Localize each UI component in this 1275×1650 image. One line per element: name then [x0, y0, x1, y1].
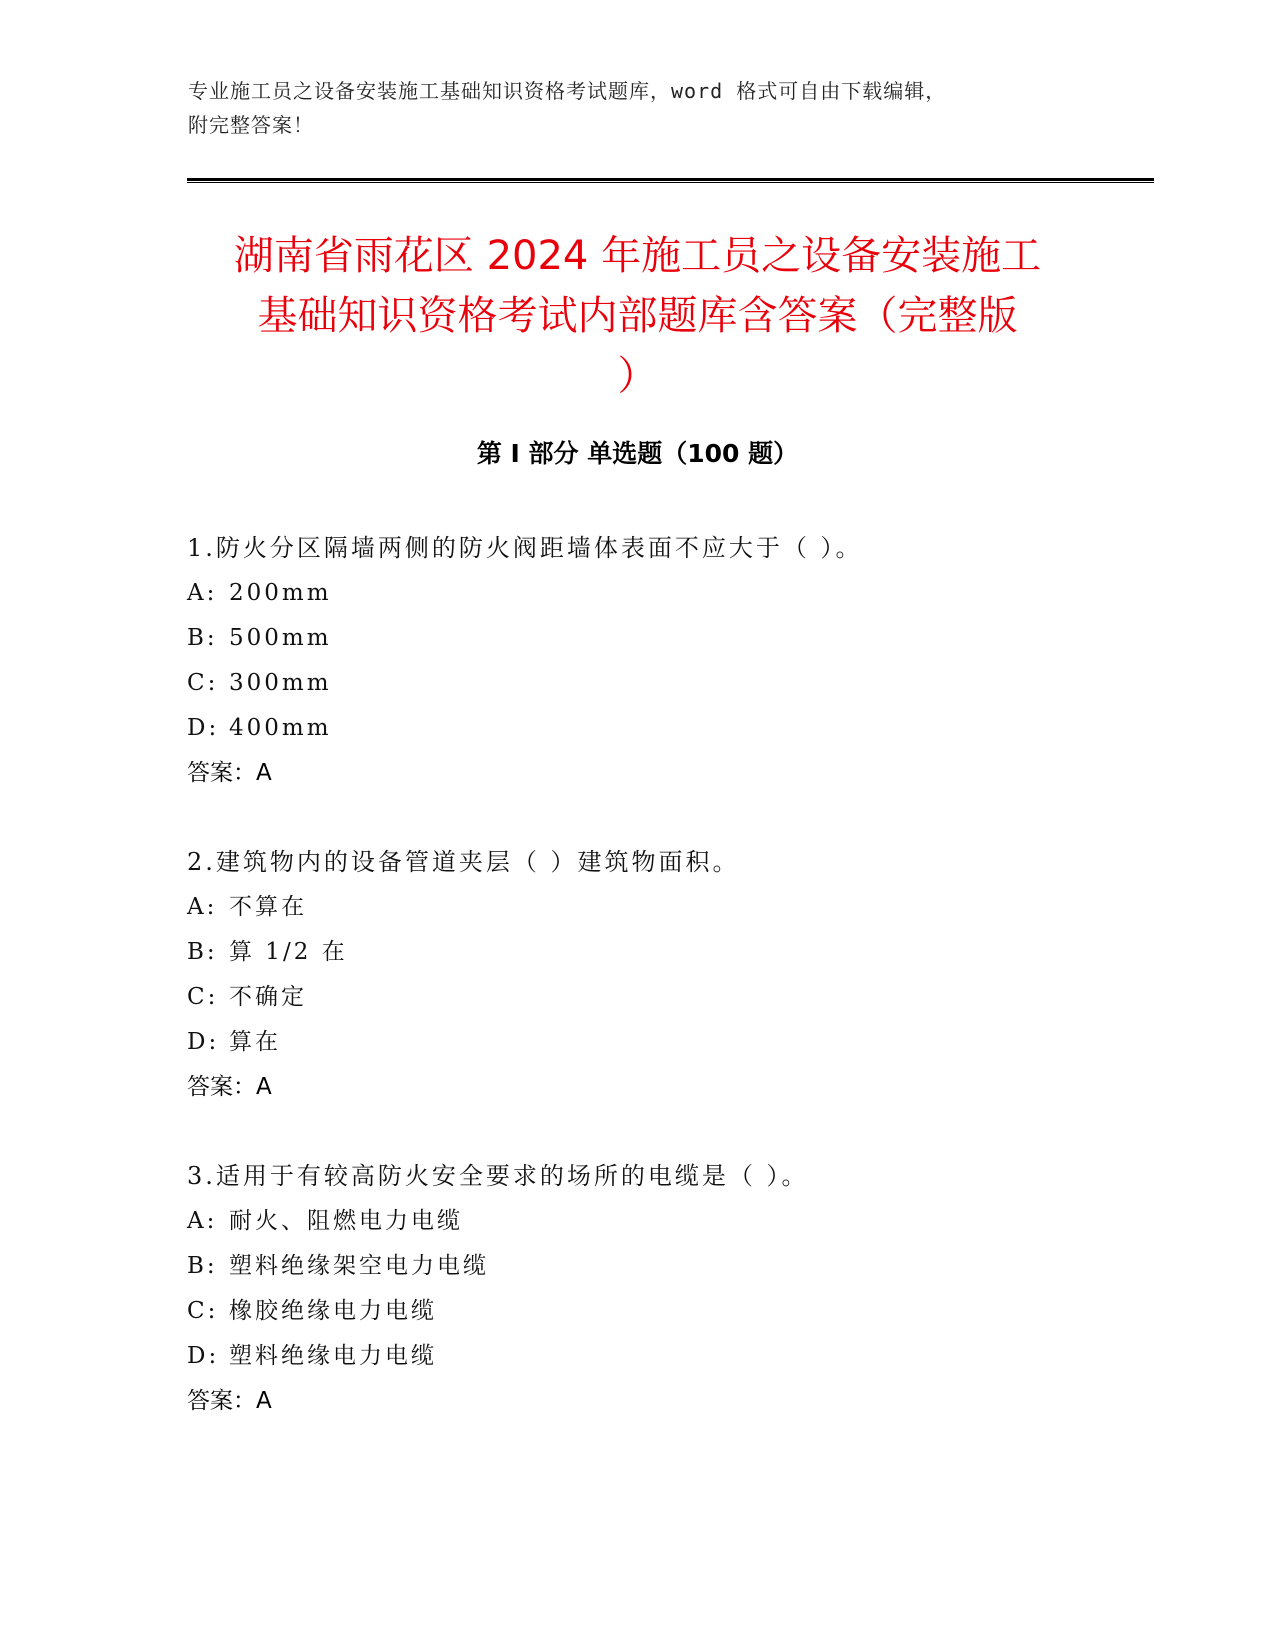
option-text: 塑料绝缘架空电力电缆 [229, 1253, 489, 1279]
option-b [187, 616, 1147, 661]
option-text: 200mm [229, 580, 332, 606]
question-list [187, 526, 1147, 1468]
document-title [170, 226, 1105, 406]
header-divider [187, 178, 1154, 183]
option-letter: A: [187, 894, 218, 920]
answer: 答案：A [187, 1074, 272, 1100]
answer: 答案：A [187, 1388, 272, 1414]
question-stem: 2.建筑物内的设备管道夹层（ ）建筑物面积。 [187, 848, 740, 876]
option-letter: A: [187, 1208, 218, 1234]
header-note-line-2: 附完整答案！ [188, 113, 314, 137]
section-heading: 第 I 部分 单选题（100 题） [476, 439, 799, 468]
option-text: 不算在 [229, 894, 307, 920]
question-stem: 1.防火分区隔墙两侧的防火阀距墙体表面不应大于（ ）。 [187, 534, 863, 562]
option-a [187, 1199, 1147, 1244]
question-1 [187, 526, 1147, 796]
option-letter: C: [187, 984, 219, 1010]
option-letter: A: [187, 580, 218, 606]
option-text: 算 1/2 在 [229, 939, 348, 965]
option-b [187, 930, 1147, 975]
option-text: 500mm [229, 625, 332, 651]
option-text: 橡胶绝缘电力电缆 [229, 1298, 437, 1324]
option-text: 耐火、阻燃电力电缆 [229, 1208, 463, 1234]
document-title-line-3: ） [617, 353, 658, 399]
option-d [187, 706, 1147, 751]
option-letter: B: [187, 625, 218, 651]
option-letter: B: [187, 939, 218, 965]
option-text: 算在 [229, 1029, 281, 1055]
option-c [187, 1289, 1147, 1334]
option-letter: D: [187, 1029, 220, 1055]
option-b [187, 1244, 1147, 1289]
document-title-line-2: 基础知识资格考试内部题库含答案（完整版 [257, 293, 1018, 339]
option-d [187, 1020, 1147, 1065]
option-c [187, 975, 1147, 1020]
option-text: 400mm [229, 715, 332, 741]
option-text: 塑料绝缘电力电缆 [229, 1343, 437, 1369]
header-note [188, 74, 1088, 142]
question-2 [187, 840, 1147, 1110]
question-stem: 3.适用于有较高防火安全要求的场所的电缆是（ ）。 [187, 1162, 809, 1190]
document-title-line-1: 湖南省雨花区 2024 年施工员之设备安装施工 [233, 233, 1042, 279]
option-letter: D: [187, 715, 220, 741]
option-text: 300mm [229, 670, 332, 696]
option-letter: C: [187, 670, 219, 696]
answer: 答案：A [187, 760, 272, 786]
option-a [187, 885, 1147, 930]
option-a [187, 571, 1147, 616]
header-note-line-1: 专业施工员之设备安装施工基础知识资格考试题库，word 格式可自由下载编辑， [188, 79, 947, 103]
option-c [187, 661, 1147, 706]
option-text: 不确定 [229, 984, 307, 1010]
option-d [187, 1334, 1147, 1379]
question-3 [187, 1154, 1147, 1424]
option-letter: B: [187, 1253, 218, 1279]
option-letter: C: [187, 1298, 219, 1324]
option-letter: D: [187, 1343, 220, 1369]
